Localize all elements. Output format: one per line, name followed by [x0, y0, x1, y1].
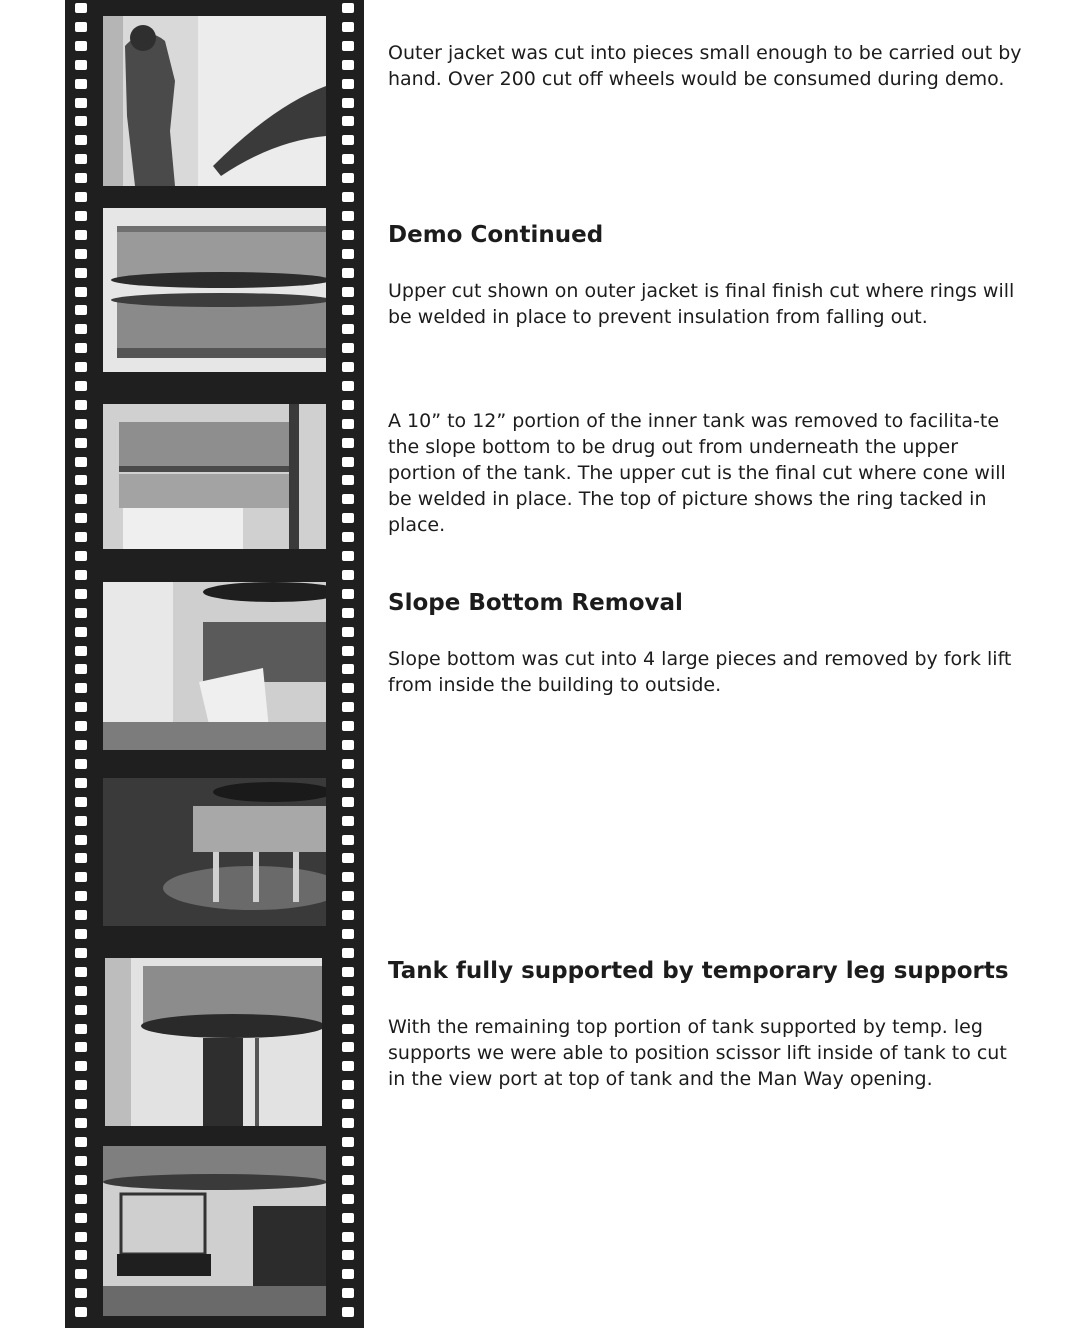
film-perforation: [342, 740, 354, 750]
film-perforation: [342, 853, 354, 863]
film-perforation: [342, 1156, 354, 1166]
film-perforation: [342, 646, 354, 656]
film-perforation: [342, 457, 354, 467]
film-perforation: [75, 287, 87, 297]
film-perforation: [75, 457, 87, 467]
film-perforation: [75, 646, 87, 656]
photo-frame-temporary-legs: [103, 778, 326, 926]
film-perforation: [342, 22, 354, 32]
film-perforation: [75, 1042, 87, 1052]
film-perforation: [75, 1156, 87, 1166]
film-perforation: [342, 135, 354, 145]
film-perforation: [75, 230, 87, 240]
film-perforation: [342, 98, 354, 108]
film-perforation: [75, 589, 87, 599]
film-perforation: [342, 116, 354, 126]
film-perforation: [75, 1024, 87, 1034]
film-perforation: [75, 986, 87, 996]
photo-inner-tank-removed: [103, 404, 326, 549]
film-perforation: [75, 1232, 87, 1242]
film-perforation: [342, 683, 354, 693]
film-perforation: [75, 494, 87, 504]
film-perforation: [75, 816, 87, 826]
film-perforation: [342, 1118, 354, 1128]
film-perforation: [75, 211, 87, 221]
film-perforation: [75, 1213, 87, 1223]
film-perforation: [75, 173, 87, 183]
film-perforation: [342, 513, 354, 523]
film-perforation: [342, 570, 354, 580]
film-perforation: [342, 1175, 354, 1185]
film-perforation: [342, 419, 354, 429]
film-perforation: [75, 1175, 87, 1185]
film-perforation: [342, 1005, 354, 1015]
section-4-body: Slope bottom was cut into 4 large pieces and removed by fork lift from inside the building to outside.: [388, 648, 1012, 696]
film-perforation: [75, 192, 87, 202]
film-perforation: [342, 154, 354, 164]
film-perforation: [75, 797, 87, 807]
film-perforation: [75, 116, 87, 126]
photo-frame-tank-top-supported: [105, 958, 322, 1126]
film-perforation: [342, 173, 354, 183]
film-perforation: [75, 419, 87, 429]
film-perforation: [75, 683, 87, 693]
film-perforation: [75, 1288, 87, 1298]
film-perforation: [342, 967, 354, 977]
film-perforation: [342, 872, 354, 882]
film-perforation: [342, 438, 354, 448]
film-perforation: [75, 362, 87, 372]
film-perforation: [342, 702, 354, 712]
film-perforation: [342, 664, 354, 674]
film-perforation: [75, 1194, 87, 1204]
film-perforation: [75, 948, 87, 958]
film-perforation: [75, 3, 87, 13]
photo-frame-worker-cutting: [103, 16, 326, 186]
film-perforation: [342, 400, 354, 410]
film-perforation: [75, 1250, 87, 1260]
section-4-heading: Slope Bottom Removal: [388, 590, 683, 616]
film-perforation: [75, 1080, 87, 1090]
film-perforation: [342, 494, 354, 504]
section-5-heading: Tank fully supported by temporary leg supports: [388, 958, 1009, 984]
film-perforation: [342, 79, 354, 89]
film-perforation: [75, 60, 87, 70]
film-perforation: [75, 967, 87, 977]
film-perforation: [75, 759, 87, 769]
photo-frame-outer-jacket-cut: [103, 208, 326, 372]
photo-scissor-lift: [103, 1146, 326, 1316]
film-perforation: [75, 343, 87, 353]
film-perforation: [75, 41, 87, 51]
film-perforation: [342, 1288, 354, 1298]
film-perforation: [75, 513, 87, 523]
film-perforation: [342, 475, 354, 485]
film-perforation: [342, 1061, 354, 1071]
photo-temporary-legs: [103, 778, 326, 926]
film-perforation: [342, 778, 354, 788]
film-perforation: [342, 211, 354, 221]
film-perforation: [75, 778, 87, 788]
film-perforation: [75, 702, 87, 712]
film-perforation: [342, 816, 354, 826]
film-perforation: [342, 891, 354, 901]
film-perforation: [75, 249, 87, 259]
photo-frame-slope-bottom: [103, 582, 326, 750]
section-2-body: Upper cut shown on outer jacket is final finish cut where rings will be welded in place to prevent insulation from falling out.: [388, 280, 1015, 328]
film-perforation: [75, 400, 87, 410]
film-perforation: [75, 475, 87, 485]
photo-tank-top-supported: [105, 958, 322, 1126]
film-perforation: [75, 853, 87, 863]
film-perforation: [75, 79, 87, 89]
film-perforation: [342, 1099, 354, 1109]
section-5-body: With the remaining top portion of tank supported by temp. leg supports we were able to position scissor lift inside of tank to cut in the view port at top of tank and the Man Way opening.: [388, 1016, 1007, 1090]
photo-frame-scissor-lift: [103, 1146, 326, 1316]
film-perforation: [75, 627, 87, 637]
film-perforation: [75, 1307, 87, 1317]
film-perforation: [75, 1118, 87, 1128]
film-perforation: [342, 230, 354, 240]
film-perforation: [342, 721, 354, 731]
film-perforation: [342, 1250, 354, 1260]
film-perforation: [75, 381, 87, 391]
film-perforation: [342, 268, 354, 278]
film-perforation: [75, 1269, 87, 1279]
film-perforation: [75, 1061, 87, 1071]
film-perforation: [342, 1137, 354, 1147]
film-perforation: [342, 60, 354, 70]
film-perforation: [75, 835, 87, 845]
film-perforation: [342, 41, 354, 51]
film-perforation: [75, 664, 87, 674]
film-perforation: [342, 1194, 354, 1204]
film-perforation: [342, 532, 354, 542]
film-perforation: [75, 1137, 87, 1147]
film-perforation: [342, 192, 354, 202]
film-perforation: [75, 891, 87, 901]
film-perforation: [342, 287, 354, 297]
film-perforation: [75, 135, 87, 145]
film-perforation: [342, 1042, 354, 1052]
film-perforation: [342, 381, 354, 391]
section-3-body: A 10” to 12” portion of the inner tank was removed to facilita-te the slope bottom to be drug out from underneath the upper portion of the tank. The upper cut is the final cut where cone will be welded in place. The top of picture shows the ring tacked in place.: [388, 410, 1006, 536]
film-perforation: [342, 362, 354, 372]
film-perforation: [342, 249, 354, 259]
film-perforation: [342, 1269, 354, 1279]
film-perforation: [342, 929, 354, 939]
film-perforation: [342, 1307, 354, 1317]
film-perforation: [75, 532, 87, 542]
film-perforation: [342, 608, 354, 618]
film-perforation: [342, 1080, 354, 1090]
film-perforation: [342, 910, 354, 920]
film-perforation: [342, 589, 354, 599]
film-perforation: [75, 1099, 87, 1109]
film-perforation: [342, 986, 354, 996]
film-perforation: [75, 551, 87, 561]
film-perforation: [75, 608, 87, 618]
film-perforation: [75, 22, 87, 32]
film-perforation: [75, 929, 87, 939]
film-perforation: [342, 551, 354, 561]
film-perforation: [75, 305, 87, 315]
photo-outer-jacket-cut: [103, 208, 326, 372]
film-perforation: [75, 740, 87, 750]
film-perforation: [75, 570, 87, 580]
film-perforation: [342, 1232, 354, 1242]
film-perforation: [342, 835, 354, 845]
film-perforation: [342, 324, 354, 334]
film-perforation: [75, 910, 87, 920]
film-perforation: [342, 3, 354, 13]
film-perforation: [342, 948, 354, 958]
photo-frame-inner-tank-removed: [103, 404, 326, 549]
film-perforation: [75, 1005, 87, 1015]
film-strip: [65, 0, 364, 1328]
photo-slope-bottom: [103, 582, 326, 750]
section-2-heading: Demo Continued: [388, 222, 604, 248]
film-perforation: [342, 343, 354, 353]
film-perforation: [342, 1024, 354, 1034]
film-perforation: [342, 759, 354, 769]
film-perforation: [75, 721, 87, 731]
film-perforation: [75, 324, 87, 334]
film-perforation: [342, 627, 354, 637]
film-perforation: [75, 98, 87, 108]
photo-worker-cutting-jacket: [103, 16, 326, 186]
film-perforation: [75, 154, 87, 164]
section-1-body: Outer jacket was cut into pieces small enough to be carried out by hand. Over 200 cut off wheels would be consumed during demo.: [388, 42, 1022, 90]
film-perforation: [342, 305, 354, 315]
film-perforation: [75, 268, 87, 278]
film-perforation: [342, 797, 354, 807]
film-perforation: [342, 1213, 354, 1223]
film-perforation: [75, 438, 87, 448]
film-perforation: [75, 872, 87, 882]
